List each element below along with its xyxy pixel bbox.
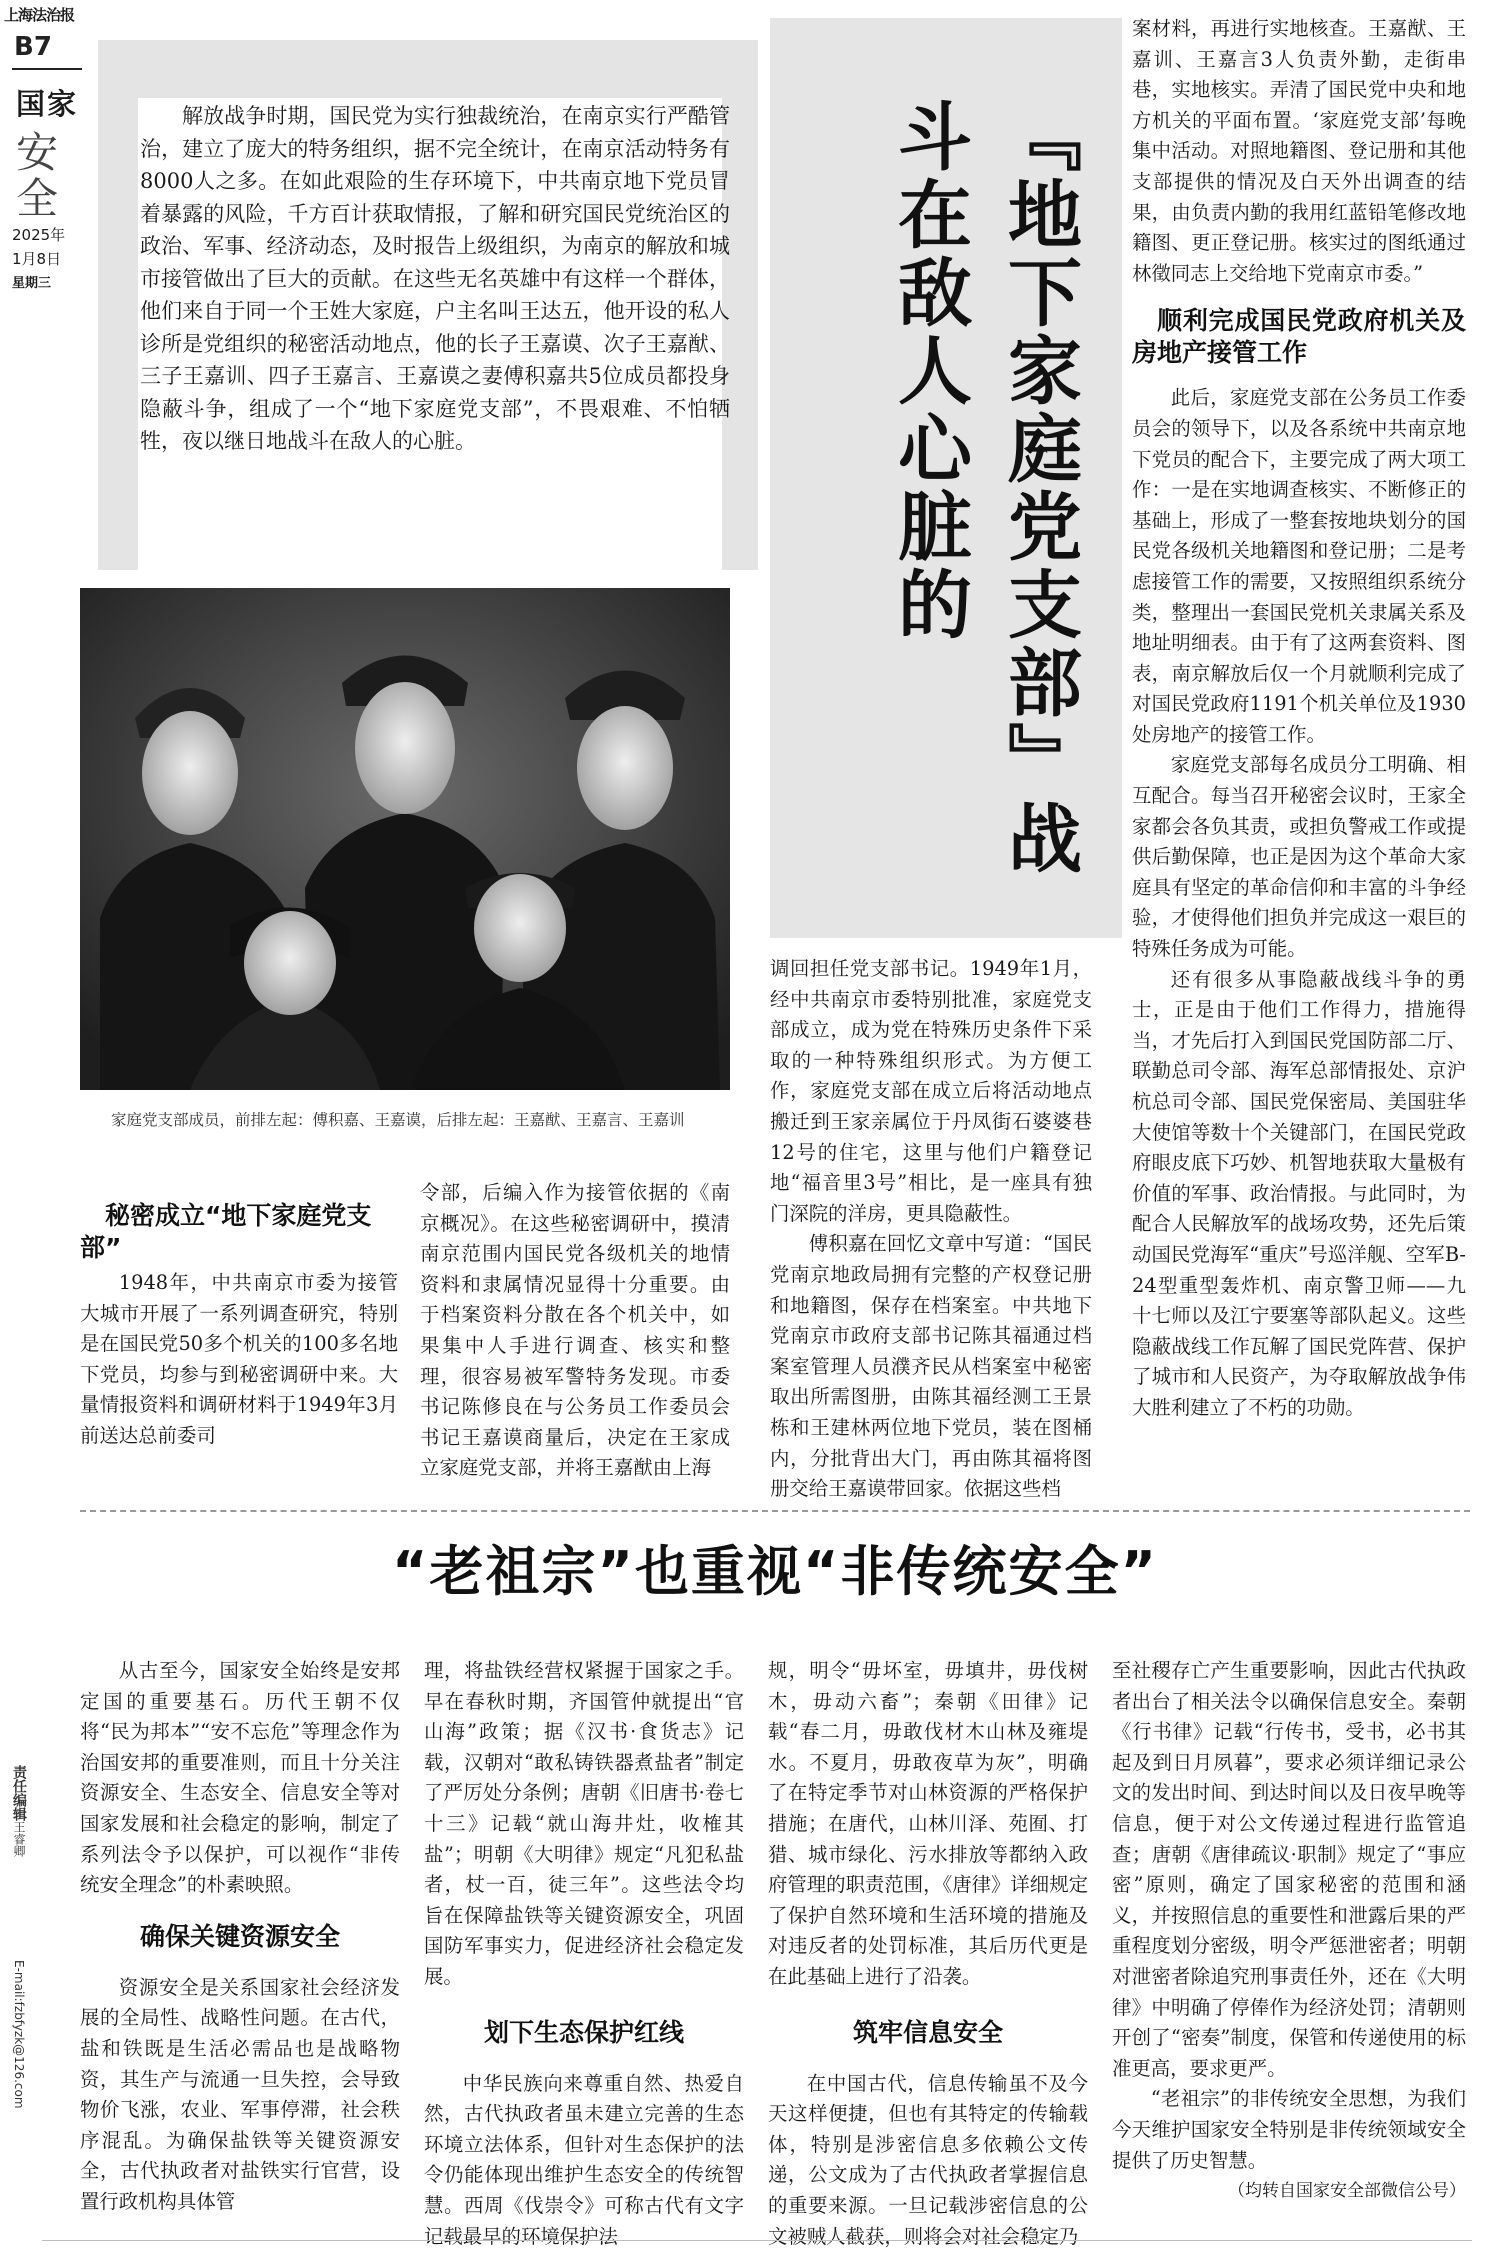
photo-caption: 家庭党支部成员，前排左起：傅积嘉、王嘉谟，后排左起：王嘉猷、王嘉言、王嘉训 bbox=[111, 1111, 685, 1129]
title-box bbox=[770, 18, 1122, 938]
masthead bbox=[0, 0, 96, 340]
paragraph: “老祖宗”的非传统安全思想，为我们今天维护国家安全特别是非传统领域安全提供了历史智慧。 bbox=[1112, 2087, 1466, 2172]
paragraph: 在中国古代，信息传输虽不及今天这样便捷，但也有其特定的传输载体，特别是涉密信息多依赖公文传递，公文成为了古代执政者掌握信息的重要来源。一旦记载涉密信息的公文被贼人截获，则将会对社会稳定乃 bbox=[768, 2071, 1088, 2248]
lead-text: 解放战争时期，国民党为实行独裁统治，在南京实行严酷管治，建立了庞大的特务组织，据不完全统计，在南京活动特务有8000人之多。在如此艰险的生存环境下，中共南京地下党员冒着暴露的风险，千方百计获取情报，了解和研究国民党统治区的政治、军事、经济动态，及时报告上级组织，为南京的解放和城市接管做出了巨大的贡献。在这些无名英雄中有这样一个群体，他们来自于同一个王姓大家庭，户主名叫王达五，他开设的私人诊所是党组织的秘密活动地点，他的长子王嘉谟、次子王嘉猷、三子王嘉训、四子王嘉言、王嘉谟之妻傅积嘉共5位成员都投身隐蔽斗争，组成了一个“地下家庭党支部”，不畏艰难、不怕牺牲，夜以继日地战斗在敌人的心脏。 bbox=[140, 104, 730, 453]
page-number: B7 bbox=[14, 32, 52, 62]
section-divider bbox=[80, 1510, 1470, 1512]
section-name-line3: 全 bbox=[16, 174, 59, 223]
paragraph: 中华民族向来尊重自然、热爱自然，古代执政者虽未建立完善的生态环境立法体系，但针对生态保护的法令仍能体现出维护生态安全的传统智慧。西周《伐崇令》可称古代有文字记载最早的环境保护法 bbox=[424, 2071, 744, 2248]
section-name-line2: 安 bbox=[16, 128, 59, 177]
article2-source: （均转自国家安全部微信公号） bbox=[1228, 2181, 1466, 2202]
subhead-ecological-redline: 划下生态保护红线 bbox=[483, 2017, 684, 2047]
paragraph: 1948年，中共南京市委为接管大城市开展了一系列调查研究，特别是在国民党50多个机关的100多名地下党员，均参与到秘密调研中来。大量情报资料和调研材料于1949年3月前送达总前委司 bbox=[80, 1271, 398, 1447]
historical-photo bbox=[80, 588, 730, 1090]
paragraph: 傅积嘉在回忆文章中写道：“国民党南京地政局拥有完整的产权登记册和地籍图，保存在档案室。中共地下党南京市政府支部书记陈其福通过档案室管理人员濮齐民从档案室中秘密取出所需图册，由陈其福经测工王景栋和王建林两位地下党员，装在图桶内，分批背出大门，再由陈其福将图册交给王嘉谟带回家。依据这些档 bbox=[770, 1232, 1092, 1501]
lead-box bbox=[98, 40, 758, 570]
article1-column-d bbox=[1132, 14, 1466, 1424]
paragraph: 理，将盐铁经营权紧握于国家之手。早在春秋时期，齐国管仲就提出“官山海”政策；据《汉书·食货志》记载，汉朝对“敢私铸铁器煮盐者”制定了严厉处分条例；唐朝《旧唐书·卷七十三》记载“就山海井灶，收榷其盐”；明朝《大明律》规定“凡犯私盐者，杖一百，徒三年”。这些法令均旨在保障盐铁等关键资源安全，巩固国防军事实力，促进经济社会稳定发展。 bbox=[424, 1659, 744, 1988]
article1-column-b bbox=[420, 1178, 730, 1484]
editor-email: E-mail:fzbfyzk@126.com bbox=[12, 1960, 26, 2109]
article2-column-3 bbox=[768, 1656, 1088, 2252]
masthead-rule bbox=[12, 68, 82, 70]
article2-column-1 bbox=[80, 1656, 400, 2218]
photo-illustration bbox=[80, 588, 730, 1090]
paragraph: 此后，家庭党支部在公务员工作委员会的领导下，以及各系统中共南京地下党员的配合下，主要完成了两大项工作：一是在实地调查核实、不断修正的基础上，形成了一整套按地块划分的国民党各级机关地籍图和登记册；二是考虑接管工作的需要，又按照组织系统分类，整理出一套国民党机关隶属关系及地址明细表。由于有了这两套资料、图表，南京解放后仅一个月就顺利完成了对国民党政府1191个机关单位及1930处房地产的接管工作。 bbox=[1132, 386, 1466, 746]
editor-name: 王睿卿 bbox=[12, 1821, 26, 1857]
article-title: 『地下家庭党支部』战斗在敌人心脏的 bbox=[886, 98, 1082, 878]
article1-column-c bbox=[770, 954, 1092, 1505]
editor-label: 责任编辑 bbox=[11, 1765, 27, 1821]
subhead-resource-security: 确保关键资源安全 bbox=[139, 1921, 340, 1951]
subhead-takeover: 顺利完成国民党政府机关及房地产接管工作 bbox=[1132, 306, 1466, 368]
paragraph: 家庭党支部每名成员分工明确、相互配合。每当召开秘密会议时，王家全家都会各负其责，或担负警戒工作或提供后勤保障，也正是因为这个革命大家庭具有坚定的革命信仰和丰富的斗争经验，才使得他们担负并完成这一艰巨的特殊任务成为可能。 bbox=[1132, 753, 1466, 961]
article2-title: “老祖宗”也重视“非传统安全” bbox=[392, 1540, 1158, 1603]
paragraph: 资源安全是关系国家社会经济发展的全局性、战略性问题。在古代，盐和铁既是生活必需品也是战略物资，其生产与流通一旦失控，会导致物价飞涨，农业、军事停滞，社会秩序混乱。为确保盐铁等关键资源安全，古代执政者对盐铁实行官营，设置行政机构具体管 bbox=[80, 1975, 400, 2213]
article1-column-a bbox=[80, 1268, 398, 1452]
subhead-secret-founding: 秘密成立“地下家庭党支部” bbox=[80, 1201, 372, 1262]
article2-column-4 bbox=[1112, 1656, 1466, 2207]
issue-date: 1月8日 bbox=[12, 250, 62, 268]
issue-weekday: 星期三 bbox=[12, 276, 52, 291]
paragraph: 还有很多从事隐蔽战线斗争的勇士，正是由于他们工作得力，措施得当，才先后打入到国民党国防部二厅、联勤总司令部、海军总部情报处、京沪杭总司令部、国民党保密局、美国驻华大使馆等数十个关键部门，在国民党政府眼皮底下巧妙、机智地获取大量极有价值的军事、政治情报。与此同时，为配合人民解放军的战场攻势，还先后策动国民党海军“重庆”号巡洋舰、空军B-24型重型轰炸机、南京警卫师——九十七师以及江宁要塞等部队起义。这些隐蔽战线工作瓦解了国民党阵营、保护了城市和人民资产，为夺取解放战争伟大胜利建立了不朽的功勋。 bbox=[1132, 967, 1466, 1419]
issue-year: 2025年 bbox=[12, 226, 66, 244]
lead-paragraph bbox=[140, 100, 730, 458]
paragraph: 令部，后编入作为接管依据的《南京概况》。在这些秘密调研中，摸清南京范围内国民党各级机关的地情资料和隶属情况显得十分重要。由于档案资料分散在各个机关中，如果集中人手进行调查、核实和整理，很容易被军警特务发现。市委书记陈修良在与公务员工作委员会书记王嘉谟商量后，决定在王家成立家庭党支部，并将王嘉猷由上海 bbox=[420, 1181, 730, 1480]
bottom-rule bbox=[42, 2240, 1472, 2241]
paragraph: 规，明令“毋坏室，毋填井，毋伐树木，毋动六畜”；秦朝《田律》记载“春二月，毋敢伐材木山林及雍堤水。不夏月，毋敢夜草为灰”，明确了在特定季节对山林资源的严格保护措施；在唐代，山林川泽、苑囿、打猎、城市绿化、污水排放等都纳入政府管理的职责范围，《唐律》详细规定了保护自然环境和生活环境的措施及对违反者的处罚标准，其后历代更是在此基础上进行了沿袭。 bbox=[768, 1659, 1088, 1988]
paragraph: 从古至今，国家安全始终是安邦定国的重要基石。历代王朝不仅将“民为邦本”“安不忘危”等理念作为治国安邦的重要准则，而且十分关注资源安全、生态安全、信息安全等对国家发展和社会稳定的影响，制定了系列法令予以保护，可以视作“非传统安全理念”的朴素映照。 bbox=[80, 1659, 400, 1897]
article2-column-2 bbox=[424, 1656, 744, 2252]
paragraph: 案材料，再进行实地核查。王嘉猷、王嘉训、王嘉言3人负责外勤，走街串巷，实地核实。弄清了国民党中央和地方机关的平面布置。‘家庭党支部’每晚集中活动。对照地籍图、登记册和其他支部提供的情况及白天外出调查的结果，由负责内勤的我用红蓝铅笔修改地籍图、更正登记册。核实过的图纸通过林徵同志上交给地下党南京市委。” bbox=[1132, 17, 1466, 285]
paragraph: 调回担任党支部书记。1949年1月，经中共南京市委特别批准，家庭党支部成立，成为党在特殊历史条件下采取的一种特殊组织形式。为方便工作，家庭党支部在成立后将活动地点搬迁到王家亲属位于丹凤街石婆婆巷12号的住宅，这里与他们户籍登记地“福音里3号”相比，是一座具有独门深院的洋房，更具隐蔽性。 bbox=[770, 957, 1092, 1225]
section-name-line1: 国家 bbox=[16, 87, 79, 121]
editor-credit bbox=[6, 1765, 30, 1857]
subhead-information-security: 筑牢信息安全 bbox=[852, 2017, 1003, 2047]
newspaper-logo: 上海法治报 bbox=[4, 6, 75, 24]
paragraph: 至社稷存亡产生重要影响，因此古代执政者出台了相关法令以确保信息安全。秦朝《行书律》记载“行传书，受书，必书其起及到日月夙暮”，要求必须详细记录公文的发出时间、到达时间以及日夜早晚等信息，便于对公文传递过程进行监管追查；唐朝《唐律疏议·职制》规定了“事应密”原则，确定了国家秘密的范围和涵义，并按照信息的重要性和泄露后果的严重程度划分密级，明令严惩泄密者；明朝对泄密者除追究刑事责任外，还在《大明律》中明确了停俸作为经济处罚；清朝则开创了“密奏”制度，保管和传递使用的标准更高，要求更严。 bbox=[1112, 1659, 1466, 2080]
